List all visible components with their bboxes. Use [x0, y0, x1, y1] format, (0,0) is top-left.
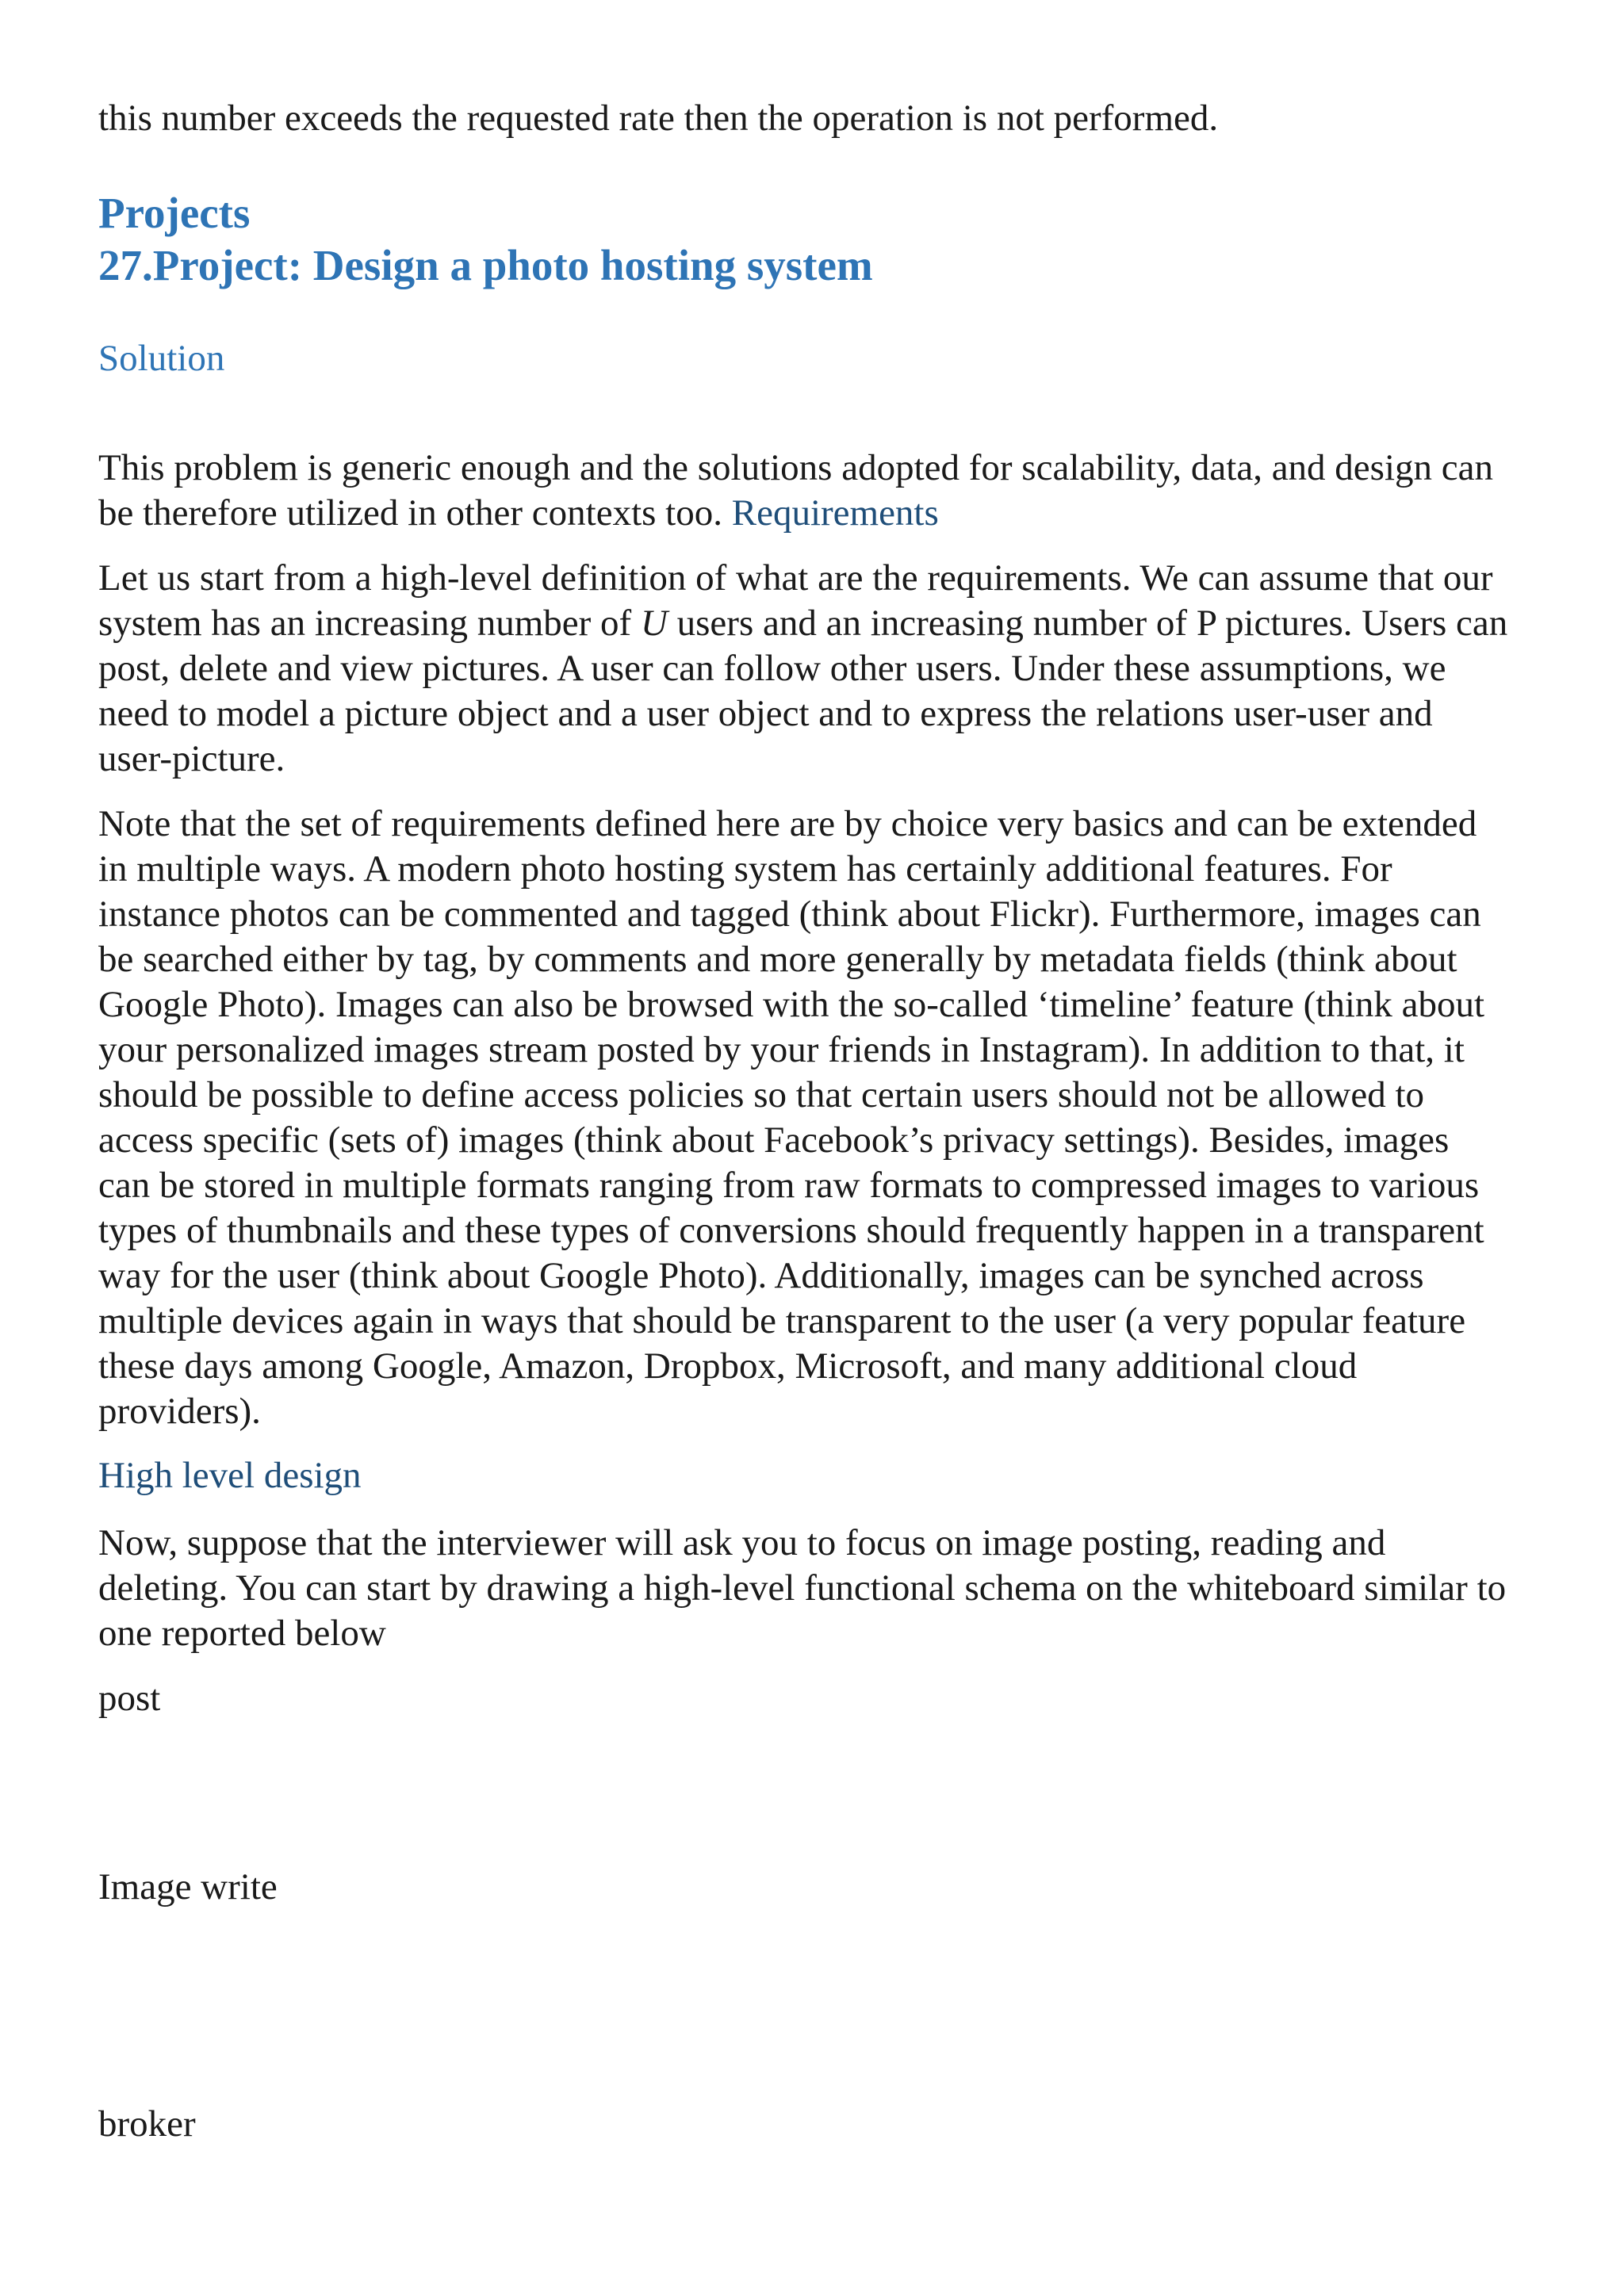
solution-heading: Solution — [98, 338, 225, 379]
paragraph-intro — [98, 446, 1510, 536]
paragraph-intro-text: This problem is generic enough and the solutions adopted for scalability, data, and design can be therefore utilized in other contexts too. — [98, 447, 1493, 534]
section-title: Projects — [98, 189, 251, 237]
project-title: 27.Project: Design a photo hosting system — [98, 241, 873, 289]
diagram-label-image-write: Image write — [98, 1866, 278, 1908]
diagram-label-broker: broker — [98, 2103, 196, 2145]
intro-line: this number exceeds the requested rate then the operation is not performed. — [98, 98, 1219, 139]
paragraph-requirements-rest: users and an increasing number of P pictures. Users can post, delete and view pictures. A user can follow other users. Under these assumptions, we need to model a picture object and a user object and to express the relations user-user and user-picture. — [98, 603, 1508, 779]
paragraph-requirements — [98, 556, 1510, 782]
paragraph-high-level: Now, suppose that the interviewer will ask you to focus on image posting, reading and deleting. You can start by drawing a high-level functional schema on the whiteboard similar to one reported below — [98, 1522, 1507, 1654]
diagram-label-post: post — [98, 1678, 161, 1719]
paragraph-requirements-lead: Let us start from a high-level definition of what are the requirements. We can assume that our system has an increasing number of — [98, 557, 1493, 644]
requirements-heading: Requirements — [731, 492, 939, 534]
high-level-design-heading: High level design — [98, 1455, 362, 1496]
variable-u: U — [640, 603, 668, 644]
paragraph-extensions: Note that the set of requirements defined here are by choice very basics and can be extended in multiple ways. A modern photo hosting system has certainly additional features. For instance photos can be commented and tagged (think about Flickr). Furthermore, images can be searched either by tag, by comments and more generally by metadata fields (think about Google Photo). Images can also be browsed with the so-called ‘timeline’ feature (think about your personalized images stream posted by your friends in Instagram). In addition to that, it should be possible to define access policies so that certain users should not be allowed to access specific (sets of) images (think about Facebook’s privacy settings). Besides, images can be stored in multiple formats ranging from raw formats to compressed images to various types of thumbnails and these types of conversions should frequently happen in a transparent way for the user (think about Google Photo). Additionally, images can be synched across multiple devices again in ways that should be transparent to the user (a very popular feature these days among Google, Amazon, Dropbox, Microsoft, and many additional cloud providers). — [98, 803, 1485, 1432]
